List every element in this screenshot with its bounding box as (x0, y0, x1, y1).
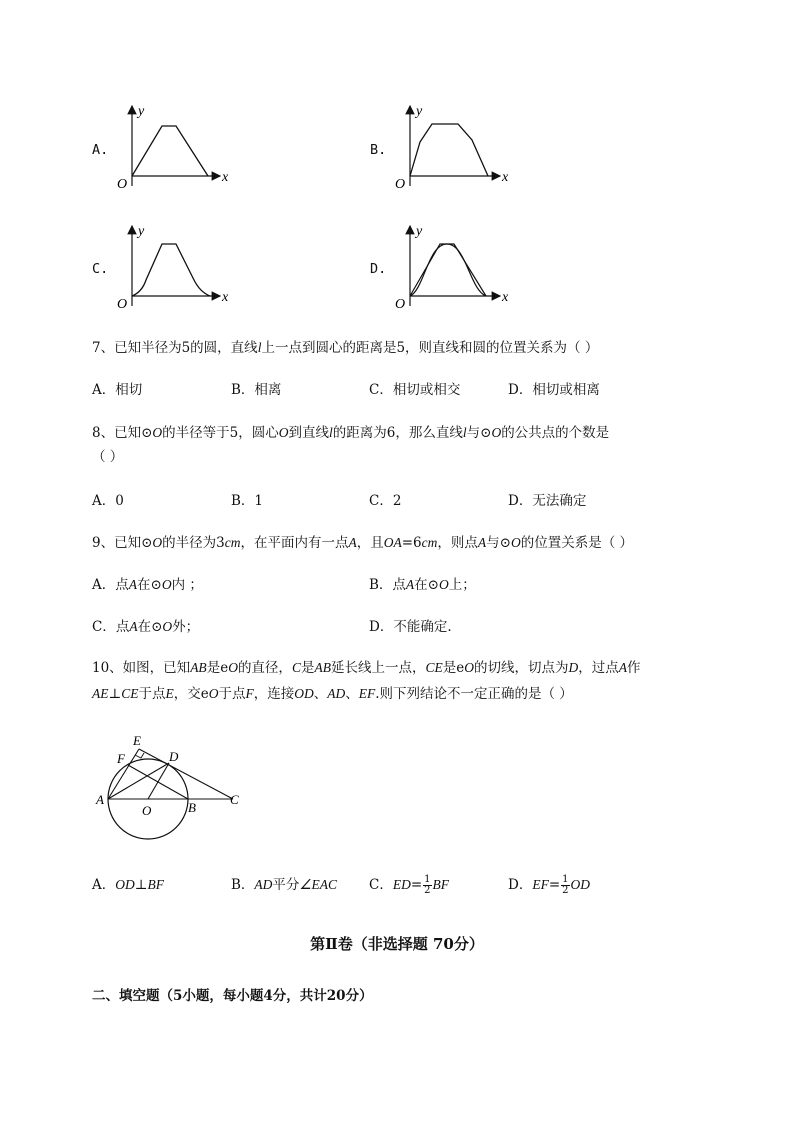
y-axis-label: y (416, 104, 423, 119)
origin-label: O (117, 297, 128, 312)
fraction-one-half: $\frac{1}{2}$ (424, 873, 431, 896)
label-e: E (133, 733, 141, 748)
graph-curve (132, 126, 208, 176)
q10-stem-line2: AE⊥CE于点E，交eO于点F，连接OD、AD、EF.则下列结论不一定正确的是（ ） (92, 686, 573, 702)
option-d-label: D. (370, 261, 387, 277)
q8-option-d[interactable]: D．无法确定 (508, 493, 587, 509)
q7-option-a[interactable]: A．相切 (92, 382, 143, 398)
x-axis-label: x (222, 290, 229, 305)
q7-option-b[interactable]: B．相离 (231, 382, 282, 398)
q9-stem: 9、已知⊙O的半径为3cm，在平面内有一点A，且OA=6cm，则点A与⊙O的位置关系是（ ） (92, 535, 634, 551)
q9-option-b[interactable]: B．点A在⊙O上； (369, 577, 476, 593)
label-b: B (188, 800, 196, 815)
q10-option-b[interactable]: B．AD平分∠EAC (231, 877, 338, 893)
option-a-label: A. (92, 142, 109, 158)
x-axis-label: x (222, 170, 229, 185)
q7-option-c[interactable]: C．相切或相交 (369, 382, 461, 398)
part2-title: 第Ⅱ卷（非选择题 70分） (310, 935, 484, 953)
q10-geometry-figure (92, 726, 252, 846)
graph-curve (132, 244, 210, 296)
q8-option-a[interactable]: A．0 (92, 493, 124, 509)
graph-curve-straight (410, 244, 486, 296)
q9-option-a[interactable]: A．点A在⊙O内 ； (92, 577, 203, 593)
label-c: C (230, 792, 239, 807)
graph-option-b (390, 100, 520, 192)
q10-option-d[interactable]: D． EF = $\frac{1}{2}$ OD (508, 873, 591, 896)
x-axis-label: x (502, 290, 509, 305)
line-ad (108, 763, 169, 799)
graph-curve (410, 124, 488, 176)
q10-option-a[interactable]: A．OD⊥BF (92, 877, 164, 893)
graph-curve-smooth (410, 244, 486, 296)
q9-option-c[interactable]: C．点A在⊙O外； (92, 619, 200, 635)
q10-stem-line1: 10、如图，已知AB是eO的直径，C是AB延长线上一点，CE是eO的切线，切点为D，过点A作 (92, 660, 641, 676)
label-a: A (96, 792, 104, 807)
q9-option-d[interactable]: D．不能确定. (369, 619, 452, 635)
section-fill-in-blank-heading: 二、填空题（5小题，每小题4分，共计20分） (92, 988, 373, 1004)
q7-stem: 7、已知半径为5的圆，直线l上一点到圆心的距离是5，则直线和圆的位置关系为（ ） (92, 340, 599, 356)
graph-option-d (390, 220, 520, 312)
label-d: D (169, 749, 179, 764)
origin-label: O (395, 297, 406, 312)
q8-answer-paren: （ ） (92, 449, 124, 465)
origin-label: O (395, 177, 406, 192)
label-o: O (142, 803, 152, 818)
origin-label: O (117, 177, 128, 192)
y-axis-label: y (138, 104, 145, 119)
q10-option-c[interactable]: C． ED = $\frac{1}{2}$ BF (369, 873, 450, 896)
fraction-one-half: $\frac{1}{2}$ (562, 873, 569, 896)
line-od (148, 763, 169, 799)
graph-option-c (112, 220, 242, 312)
y-axis-label: y (416, 224, 423, 239)
option-b-label: B. (370, 142, 387, 158)
option-c-label: C. (92, 261, 109, 277)
graph-option-a (112, 100, 242, 192)
q8-stem: 8、已知⊙O的半径等于5，圆心O到直线l的距离为6，那么直线l与⊙O的公共点的个数是 (92, 425, 610, 441)
q8-option-c[interactable]: C．2 (369, 493, 402, 509)
q8-option-b[interactable]: B．1 (231, 493, 264, 509)
q7-option-d[interactable]: D．相切或相离 (508, 382, 600, 398)
y-axis-label: y (138, 224, 145, 239)
label-f: F (117, 751, 125, 766)
line-ec (139, 749, 233, 799)
x-axis-label: x (502, 170, 509, 185)
